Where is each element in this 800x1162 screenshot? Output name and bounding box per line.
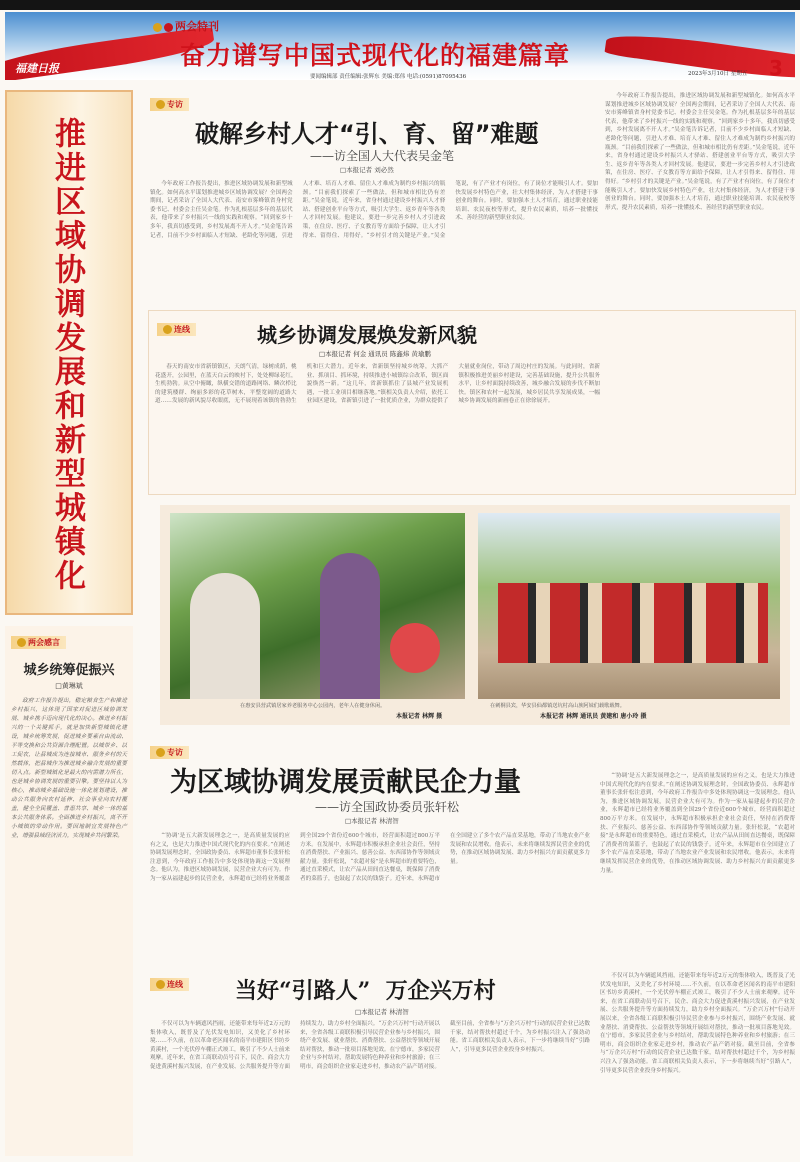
label-text: 连线	[174, 325, 190, 334]
tag-text: 两会特刊	[175, 20, 219, 33]
label-text: 专访	[167, 748, 183, 757]
article-body: 今年政府工作报告提出，推进区域协调发展和新型城镇化。如何高水平谋划推进城乡区域协调发展？全国两会期间，记者采访了全国人大代表、南安市雾峰镇省身村党委书记、村委会主任吴金笔。作为扎根基层多年的基层代表，他带来了乡村振兴一线的实践和观察。“回到家乡十多年，我真切感受到，乡村发展离不开人才。”吴金笔告诉记者，目前不少乡村面临人才短缺、老龄化等问题，引进人才难、培育人才难、留住人才难成为制约乡村振兴的瓶颈。“目前我们探索了一些做法，但和城市相比仍有差距。”吴金笔说，近年来，省身村通过建设乡村振兴人才驿站、搭建创业平台等方式，吸引大学生、返乡青年等各类人才回村发展。他建议，要进一步完善乡村人才引进政策，在住房、医疗、子女教育等方面给予保障，让人才引得来、留得住、用得好。“乡村引才的关键是产业。”吴金笔说，有了产业才有岗位，有了岗位才能吸引人才。要加快发展乡村特色产业，壮大村集体经济，为人才搭建干事创业的舞台。同时，要加强本土人才培育，通过职业技能培训、农民夜校等形式，提升农民素质，培养一批懂技术、善经营的新型职业农民。	[150, 181, 598, 239]
emblem-icon	[156, 748, 165, 757]
article-body-continued: 今年政府工作报告提出，推进区域协调发展和新型城镇化。如何高水平谋划推进城乡区域协调发展？全国两会期间，记者采访了全国人大代表、南安市雾峰镇省身村党委书记、村委会主任吴金笔。作为扎根基层多年的基层代表，他带来了乡村振兴一线的实践和观察。“回到家乡十多年，我真切感受到，乡村发展离不开人才。”吴金笔告诉记者，目前不少乡村面临人才短缺、老龄化等问题，引进人才难、培育人才难、留住人才难成为制约乡村振兴的瓶颈。“目前我们探索了一些做法，但和城市相比仍有差距。”吴金笔说，近年来，省身村通过建设乡村振兴人才驿站、搭建创业平台等方式，吸引大学生、返乡青年等各类人才回村发展。他建议，要进一步完善乡村人才引进政策，在住房、医疗、子女教育等方面给予保障，让人才引得来、留得住、用得好。“乡村引才的关键是产业。”吴金笔说，有了产业才有岗位，有了岗位才能吸引人才。要加快发展乡村特色产业，壮大村集体经济，为人才搭建干事创业的舞台。同时，要加强本土人才培育，通过职业技能培训、农民夜校等形式，提升农民素质，培养一批懂技术、善经营的新型职业农民。	[605, 93, 795, 211]
article-title: 城乡协调发展焕发新风貌	[257, 323, 477, 347]
section-label	[150, 746, 189, 759]
banner-title: 奋力谱写中国式现代化的福建篇章	[180, 41, 571, 70]
article-byline: □本报记者 林清智	[355, 1008, 409, 1016]
photo-credit: 本报记者 林辉 通讯员 黄建和 唐小玲 摄	[540, 713, 647, 720]
newspaper-logo: 福建日报	[15, 62, 59, 75]
column-title: 城乡统筹促振兴	[23, 663, 115, 678]
section-label	[11, 636, 66, 649]
article-byline: □本报记者 刘必然	[340, 166, 394, 174]
sidebar-headline: 推进区域协调发展和新型城镇化	[49, 117, 85, 593]
section-label	[150, 978, 189, 991]
opinion-column	[5, 626, 133, 1156]
emblem-icon	[163, 325, 172, 334]
person-figure	[190, 573, 260, 699]
article-title: 当好“引路人” 万企兴万村	[235, 978, 496, 1004]
photo-dancers	[478, 513, 780, 699]
section-label	[150, 98, 189, 111]
column-body: 政府工作报告提出，稳定粮食生产和推进乡村振兴，这体现了国家对促进区域协调发展、城乡携手迈向现代化的决心。推进乡村振兴的一个关键抓手，就是加快新型城镇化建设，城乡统筹发展，促进城乡要素自由流动、平等交换和公共资源合理配置。以城带乡、以工促农，让县城成为连接城市、服务乡村的天然载体，把县城作为推进城乡融合发展的重要切入点。新型城镇化是最大的内需潜力所在，也是城乡协调发展的重要引擎。要坚持以人为核心，推动城乡基础设施一体化规划建设，推动公共服务向农村延伸、社会事业向农村覆盖，健全全民覆盖、普惠共享、城乡一体的基本公共服务体系。全面推进乡村振兴，离不开小城镇的带动作用。要因地制宜发展特色产业，增强县域经济活力，实现城乡共同繁荣。	[11, 698, 127, 839]
article-byline: □本报记者 林清智	[345, 817, 399, 825]
section-label	[157, 323, 196, 336]
flower-shape	[390, 623, 440, 673]
article-body: 不仅可以为车辆遮风挡雨，还能带来每年近2万元的集体收入，既普及了光伏发电知识，又美化了乡村环境……不久前，在以革命老区闻名的南平市建阳区书坊乡黄溪村，一个光伏停车棚正式竣工，吸引了不少人士前来观摩。近年来，在省工商联动员号召下，民企、商会大力促进黄溪村振兴发展，在产业发展、公共服务提升等方面持续发力，助力乡村全面振兴。“万企兴万村”行动开展以来，全省各级工商联积极引导民营企业参与乡村振兴，围绕产业发展、就业帮扶、消费帮扶、公益帮扶等领域开展结对帮扶，推动一批项目落地见效。在宁德市，多家民营企业与乡村结对，帮助发展特色种养业和乡村旅游；在三明市，商会组织企业家走进乡村，推动农产品产销对接。截至目前，全省参与“万企兴万村”行动的民营企业已达数千家，结对帮扶村超过千个，为乡村振兴注入了强劲动能。省工商联相关负责人表示，下一步将继续当好“引路人”，引导更多民营企业投身乡村振兴。	[150, 1021, 590, 1070]
article-title: 为区域协调发展贡献民企力量	[170, 767, 521, 798]
article-body-continued: 不仅可以为车辆遮风挡雨，还能带来每年近2万元的集体收入，既普及了光伏发电知识，又美化了乡村环境……不久前，在以革命老区闻名的南平市建阳区书坊乡黄溪村，一个光伏停车棚正式竣工，吸引了不少人士前来观摩。近年来，在省工商联动员号召下，民企、商会大力促进黄溪村振兴发展，在产业发展、公共服务提升等方面持续发力，助力乡村全面振兴。“万企兴万村”行动开展以来，全省各级工商联积极引导民营企业参与乡村振兴，围绕产业发展、就业帮扶、消费帮扶、公益帮扶等领域开展结对帮扶，推动一批项目落地见效。在宁德市，多家民营企业与乡村结对，帮助发展特色种养业和乡村旅游；在三明市，商会组织企业家走进乡村，推动农产品产销对接。截至目前，全省参与“万企兴万村”行动的民营企业已达数千家，结对帮扶村超过千个，为乡村振兴注入了强劲动能。省工商联相关负责人表示，下一步将继续当好“引路人”，引导更多民营企业投身乡村振兴。	[600, 973, 795, 1074]
photo-elderly-park	[170, 513, 465, 699]
article-subtitle: ——访全国人大代表吴金笔	[310, 149, 455, 163]
article-report-1	[148, 310, 796, 495]
emblem-icon	[153, 23, 162, 32]
emblem-icon	[17, 638, 26, 647]
article-subtitle: ——访全国政协委员张轩松	[315, 800, 460, 814]
emblem-icon	[156, 980, 165, 989]
article-body: “‘协调’是五大新发展理念之一，是高质量发展的应有之义，也是大力推进中国式现代化的内在要求。”在阐述协调发展理念时，全国政协委员、永辉超市董事长张轩松注意到，今年政府工作报告中多处体现协调这一发展理念。他认为，推进区域协调发展，民营企业大有可为。作为一家从福建起步的民营企业，永辉超市已经将业务覆盖到全国29个省份近600个城市，经营面积超过800万平方米。在发展中，永辉超市积极承担企业社会责任，坚持在消费帮扶、产业振兴、慈善公益、东西部协作等领域贡献力量。张轩松说，“农超对接”是永辉超市的重要特色，通过直采模式，让农产品从田间直达餐桌，既保障了消费者的菜篮子，也鼓起了农民的钱袋子。近年来，永辉超市在全国建立了多个农产品直采基地，带动了当地农业产业发展和农民增收。他表示，未来将继续发挥民营企业的优势，在推动区域协调发展、助力乡村振兴方面贡献更多力量。	[150, 833, 590, 882]
photo-credit: 本报记者 林辉 摄	[396, 713, 443, 720]
photo-caption: 在惠安县营武镇居家养老服务中心公园内，老年人在健身休闲。	[240, 703, 386, 709]
label-text: 连线	[167, 980, 183, 989]
article-interview-2	[150, 740, 795, 965]
article-title: 破解乡村人才“引、育、留”难题	[195, 120, 539, 148]
photo-caption: 在刺桐县宾，华安县仙都镇送坑村高山族阿妹们载歌载舞。	[490, 703, 625, 709]
issue-date: 2023年3月10日 星期五	[688, 71, 748, 77]
dancers-row	[498, 583, 768, 663]
article-byline: □本报记者 何金 通讯员 陈鑫炜 黄瑜鹏	[319, 350, 431, 358]
page-banner	[5, 12, 795, 80]
sidebar-headline-box	[5, 90, 133, 615]
column-author: □黄琳斌	[55, 682, 83, 690]
article-body: 春天的南安市省新镇镇区，天朗气清，绿树成荫，桃花盛开，公园里，在蓝天白云的映衬下，处处柳绿花红，生机勃勃。从空中俯瞰，纵横交错的道路网络、鳞次栉比的建筑楼群、绚丽多彩的花草树木，平整宽阔的道路大道……发展的新风貌尽收眼底，无不展现着该镇的勃勃生机和巨大潜力。近年来，省新镇坚持城乡统筹，大抓产业、抓项目、抓环境，持续推进小城镇综合改革，镇区面貌焕然一新。“这几年，省新镇抓住了县城产业发展机遇，一批工业项目相继落地。”镇相关负责人介绍，依托工业园区建设，省新镇引进了一批优质企业，为群众提供了大量就业岗位，带动了周边村庄的发展。与此同时，省新镇积极推进美丽乡村建设，完善基础设施，提升公共服务水平，让乡村面貌持续改善，城乡融合发展的步伐不断加快。镇区和农村一起发展，城乡居民共享发展成果，一幅城乡协调发展的新画卷正在徐徐展开。	[155, 364, 600, 405]
page-number: 3	[769, 56, 783, 80]
emblem-icon	[164, 23, 173, 32]
article-report-2	[150, 972, 795, 1160]
emblem-icon	[156, 100, 165, 109]
photo-section	[160, 505, 790, 725]
special-edition-tag	[153, 18, 219, 34]
article-body-continued: “‘协调’是五大新发展理念之一，是高质量发展的应有之义，也是大力推进中国式现代化的内在要求。”在阐述协调发展理念时，全国政协委员、永辉超市董事长张轩松注意到，今年政府工作报告中多处体现协调这一发展理念。他认为，推进区域协调发展，民营企业大有可为。作为一家从福建起步的民营企业，永辉超市已经将业务覆盖到全国29个省份近600个城市，经营面积超过800万平方米。在发展中，永辉超市积极承担企业社会责任，坚持在消费帮扶、产业振兴、慈善公益、东西部协作等领域贡献力量。张轩松说，“农超对接”是永辉超市的重要特色，通过直采模式，让农产品从田间直达餐桌，既保障了消费者的菜篮子，也鼓起了农民的钱袋子。近年来，永辉超市在全国建立了多个农产品直采基地，带动了当地农业产业发展和农民增收。他表示，未来将继续发挥民营企业的优势，在推动区域协调发展、助力乡村振兴方面贡献更多力量。	[600, 773, 795, 874]
label-text: 两会感言	[28, 638, 60, 647]
person-figure	[320, 553, 380, 699]
label-text: 专访	[167, 100, 183, 109]
editor-line: 要闻编辑部 责任编辑:张辉东 美编:郑伟 电话:(0591)87095436	[310, 74, 467, 80]
top-bar	[0, 0, 800, 10]
